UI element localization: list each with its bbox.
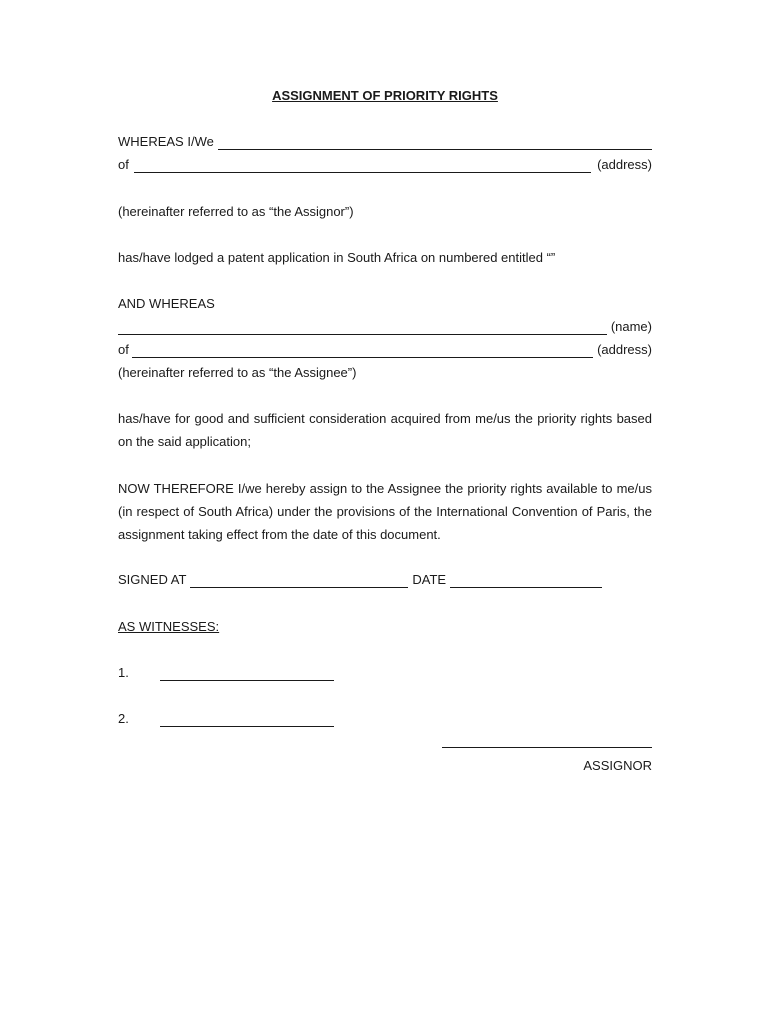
witness-2-number: 2.: [118, 711, 129, 726]
date-field[interactable]: [450, 575, 602, 588]
document-title: ASSIGNMENT OF PRIORITY RIGHTS: [272, 88, 498, 103]
witness-2-signature-field[interactable]: [160, 714, 334, 727]
assignor-reference: (hereinafter referred to as “the Assignor”): [118, 204, 354, 219]
assignee-address-field[interactable]: [132, 345, 593, 358]
witnesses-heading: AS WITNESSES:: [118, 619, 220, 634]
address-label-2: (address): [597, 342, 652, 357]
assignor-address-field[interactable]: [134, 160, 591, 173]
whereas-label: WHEREAS I/We: [118, 134, 214, 149]
consideration-paragraph: has/have for good and sufficient consideration acquired from me/us the priority rights based on the said application;: [118, 411, 652, 449]
address-label: (address): [597, 157, 652, 172]
assignee-reference: (hereinafter referred to as “the Assignee”): [118, 365, 357, 380]
witness-1-signature-field[interactable]: [160, 668, 334, 681]
witness-2-line: [118, 711, 338, 727]
signed-at-field[interactable]: [190, 575, 408, 588]
assignor-address-line: [118, 157, 652, 173]
assignor-signature-field[interactable]: [442, 747, 652, 748]
assignor-label: ASSIGNOR: [583, 758, 652, 773]
signed-line: [118, 572, 608, 588]
assignee-address-line: [118, 342, 652, 358]
witness-1-number: 1.: [118, 665, 129, 680]
of-label: of: [118, 157, 129, 172]
assignee-name-field[interactable]: [118, 322, 607, 335]
signed-at-label: SIGNED AT: [118, 572, 187, 587]
witness-1-line: [118, 665, 338, 681]
name-label: (name): [610, 319, 652, 334]
of-label-2: of: [118, 342, 129, 357]
and-whereas-heading: AND WHEREAS: [118, 296, 215, 311]
whereas-line: [118, 134, 652, 150]
date-label: DATE: [412, 572, 447, 587]
assignee-name-line: [118, 319, 652, 335]
now-therefore-paragraph: NOW THEREFORE I/we hereby assign to the Assignee the priority rights available to me/us (in respect of South Africa) under the provisions of the International Convention of Paris, the assignment taking effect from the date of this document.: [118, 481, 652, 542]
assignor-name-field[interactable]: [218, 137, 652, 150]
lodged-statement: has/have lodged a patent application in South Africa on numbered entitled “”: [118, 250, 556, 265]
